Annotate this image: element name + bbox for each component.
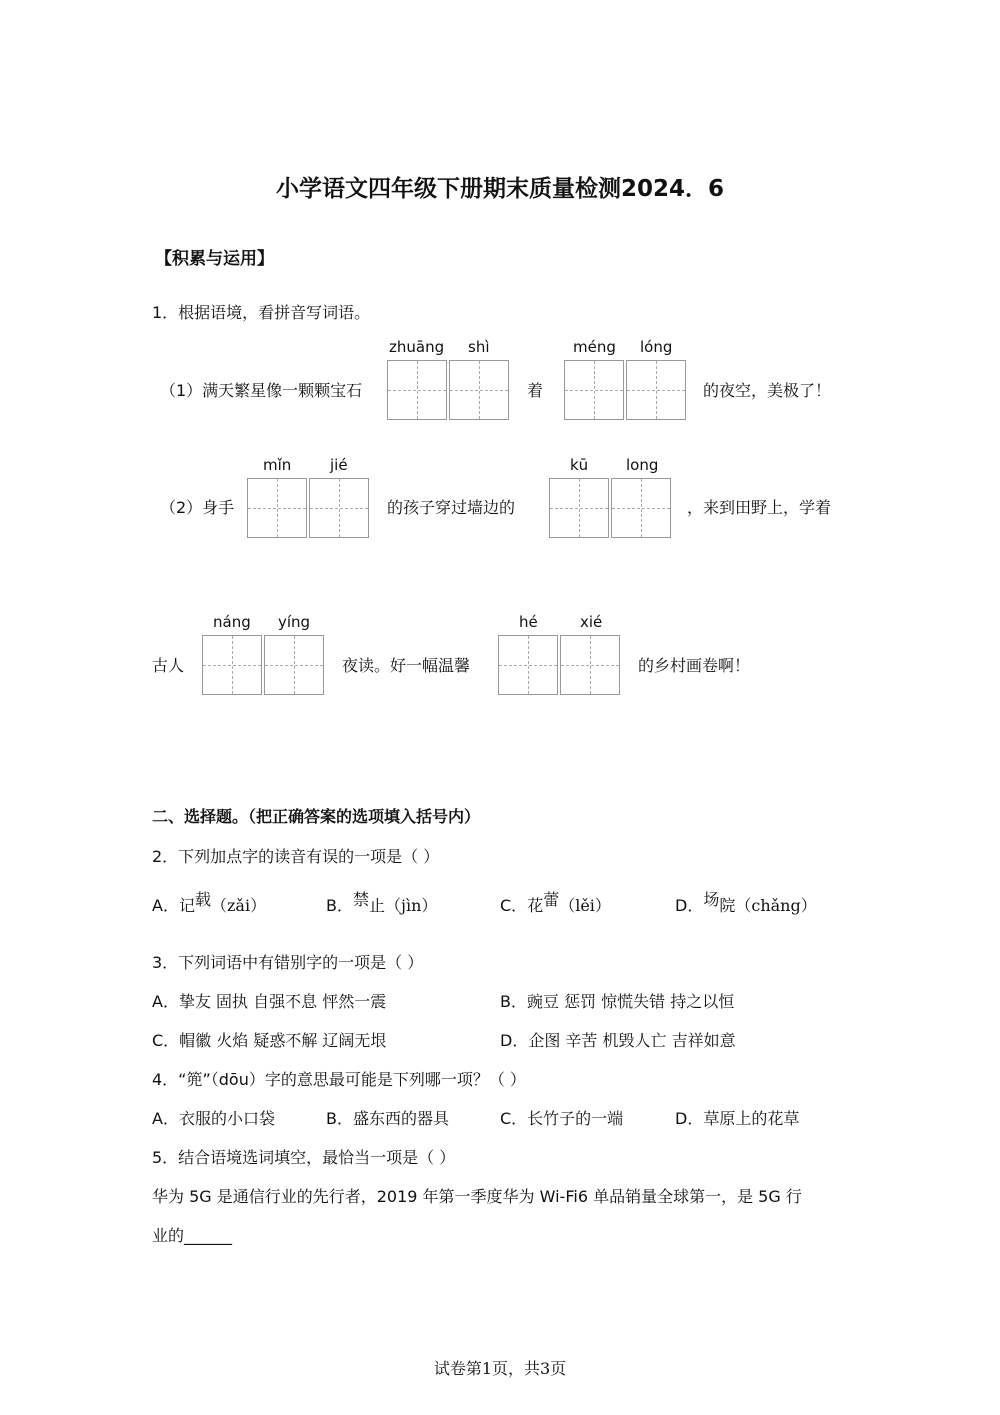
writing-cell[interactable]	[498, 635, 558, 695]
question-4-stem: 4．“篼”（dōu）字的意思最可能是下列哪一项？（ ）	[152, 1070, 526, 1089]
pinyin: yíng	[278, 613, 311, 631]
sentence-text: （1）满天繁星像一颗颗宝石	[160, 381, 363, 400]
tianzige-grid[interactable]	[564, 360, 688, 420]
pinyin: kū	[570, 456, 589, 474]
question-5-passage: 华为 5G 是通信行业的先行者，2019 年第一季度华为 Wi-Fi6 单品销量全球第一，是 5G 行	[152, 1187, 802, 1206]
pinyin: zhuāng	[389, 338, 445, 356]
pinyin: shì	[468, 338, 490, 356]
option-c[interactable]: C．长竹子的一端	[500, 1109, 624, 1128]
option-b[interactable]: B．豌豆 惩罚 惊慌失错 持之以恒	[500, 992, 735, 1011]
sentence-text: 夜读。好一幅温馨	[342, 656, 471, 675]
pinyin: méng	[573, 338, 616, 356]
tianzige-grid[interactable]	[549, 478, 673, 538]
section-heading-accumulation: 【积累与运用】	[155, 249, 274, 269]
option-a[interactable]: A．挚友 固执 自强不息 怦然一震	[152, 992, 387, 1011]
question-1-stem: 1．根据语境，看拼音写词语。	[152, 303, 371, 322]
sentence-text: （2）身手	[160, 498, 235, 517]
writing-cell[interactable]	[247, 478, 307, 538]
tianzige-grid[interactable]	[498, 635, 622, 695]
pinyin: náng	[213, 613, 251, 631]
sentence-text: 的孩子穿过墙边的	[387, 498, 516, 517]
writing-cell[interactable]	[549, 478, 609, 538]
option-a[interactable]: A．记载（zǎi）	[152, 890, 267, 915]
writing-cell[interactable]	[309, 478, 369, 538]
writing-cell[interactable]	[264, 635, 324, 695]
question-2-stem: 2．下列加点字的读音有误的一项是（ ）	[152, 847, 440, 866]
tianzige-grid[interactable]	[202, 635, 326, 695]
pinyin: hé	[519, 613, 538, 631]
section-heading-choice: 二、选择题。（把正确答案的选项填入括号内）	[152, 807, 481, 826]
tianzige-grid[interactable]	[247, 478, 371, 538]
sentence-text: 的夜空，美极了！	[703, 381, 832, 400]
question-5-stem: 5．结合语境选词填空，最恰当一项是（ ）	[152, 1148, 456, 1167]
pinyin: xié	[580, 613, 603, 631]
question-5-passage-blank: 业的______	[152, 1226, 233, 1245]
writing-cell[interactable]	[564, 360, 624, 420]
writing-cell[interactable]	[449, 360, 509, 420]
pinyin: long	[626, 456, 659, 474]
pinyin: mǐn	[263, 456, 292, 474]
pinyin: jié	[330, 456, 348, 474]
option-a[interactable]: A．衣服的小口袋	[152, 1109, 275, 1128]
option-b[interactable]: B．盛东西的器具	[326, 1109, 449, 1128]
option-b[interactable]: B．禁止（jìn）	[326, 890, 438, 915]
sentence-text: 古人	[152, 656, 185, 675]
writing-cell[interactable]	[202, 635, 262, 695]
writing-cell[interactable]	[560, 635, 620, 695]
exam-title: 小学语文四年级下册期末质量检测2024．6	[275, 176, 725, 202]
option-d[interactable]: D．场院（chǎng）	[675, 890, 817, 915]
sentence-text: 着	[527, 381, 544, 400]
sentence-text: 的乡村画卷啊！	[638, 656, 751, 675]
option-d[interactable]: D．草原上的花草	[675, 1109, 800, 1128]
tianzige-grid[interactable]	[387, 360, 511, 420]
pinyin: lóng	[640, 338, 673, 356]
option-c[interactable]: C．帽徽 火焰 疑惑不解 辽阔无垠	[152, 1031, 387, 1050]
page-footer: 试卷第1页，共3页	[433, 1359, 567, 1378]
writing-cell[interactable]	[626, 360, 686, 420]
option-c[interactable]: C．花蕾（lěi）	[500, 890, 611, 915]
writing-cell[interactable]	[387, 360, 447, 420]
writing-cell[interactable]	[611, 478, 671, 538]
question-3-stem: 3．下列词语中有错别字的一项是（ ）	[152, 953, 424, 972]
option-d[interactable]: D．企图 辛苦 机毁人亡 吉祥如意	[500, 1031, 736, 1050]
sentence-text: ，来到田野上，学着	[687, 498, 832, 517]
